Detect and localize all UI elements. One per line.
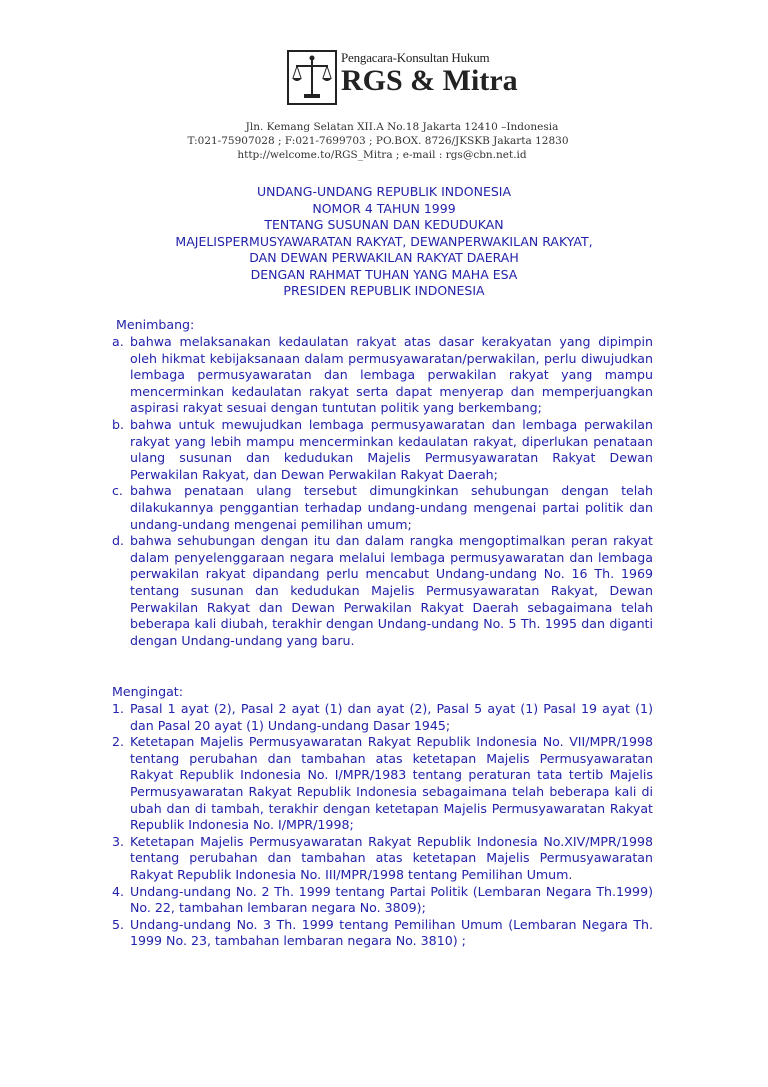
title-line: UNDANG-UNDANG REPUBLIK INDONESIA [256, 184, 512, 199]
list-item [112, 417, 653, 483]
letterhead [0, 0, 768, 170]
firm-logo [287, 50, 518, 106]
title-line: TENTANG SUSUNAN DAN KEDUDUKAN [264, 217, 504, 232]
document-title [0, 184, 768, 300]
item-text: bahwa sehubungan dengan itu dan dalam rangka mengoptimalkan peran rakyat dalam penyelenggaraan negara melalui lembaga permusyawaratan dan lembaga perwakilan rakyat dipandang perlu mencabut Undang-undang No. 16 Th. 1969 tentang susunan dan kedudukan Majelis Permusyawaratan Rakyat, Dewan Perwakilan Rakyat dan Dewan Perwakilan Rakyat Daerah sebagaimana telah beberapa kali diubah, terakhir dengan Undang-undang No. 5 Th. 1995 dan diganti dengan Undang-undang yang baru. [130, 533, 653, 648]
scales-of-justice-icon [287, 50, 337, 105]
item-marker: a. [112, 334, 124, 349]
item-text: Ketetapan Majelis Permusyawaratan Rakyat Republik Indonesia No. VII/MPR/1998 tentang perubahan dan tambahan atas ketetapan Majelis Permusyawaratan Rakyat Republik Indonesia No. I/MPR/1983 tentang peraturan tata tertib Majelis Permusyawaratan Rakyat Republik Indonesia sebagaimana telah beberapa kali di ubah dan di tambah, terakhir dengan ketetapan Majelis Permusyawaratan Rakyat Republik Indonesia No. I/MPR/1998; [130, 734, 653, 833]
item-text: Undang-undang No. 2 Th. 1999 tentang Partai Politik (Lembaran Negara Th.1999) No. 22, tambahan lembaran negara No. 3809); [130, 883, 653, 916]
contact-line: T:021-75907028 ; F:021-7699703 ; PO.BOX. 8726/JKSKB Jakarta 12830 [187, 135, 569, 147]
item-text: bahwa untuk mewujudkan lembaga permusyawaratan dan lembaga perwakilan rakyat yang lebih mampu mencerminkan kedaulatan rakyat, diperlukan penataan ulang susunan dan kedudukan Majelis Permusyawaratan Rakyat Dewan Perwakilan Rakyat, dan Dewan Perwakilan Rakyat Daerah; [130, 416, 653, 482]
web-email-line: http://welcome.to/RGS_Mitra ; e-mail : rgs@cbn.net.id [237, 149, 527, 161]
list-item [112, 734, 653, 834]
list-item [112, 334, 653, 417]
list-item [112, 533, 653, 649]
firm-name: RGS & Mitra [341, 64, 518, 97]
list-item [112, 834, 653, 884]
list-item [112, 884, 653, 917]
menimbang-heading: Menimbang: [116, 317, 195, 332]
list-item [112, 701, 653, 734]
item-marker: b. [112, 416, 124, 432]
list-item [112, 483, 653, 533]
address-line: Jln. Kemang Selatan XII.A No.18 Jakarta 12410 –Indonesia [245, 121, 559, 133]
item-text: Ketetapan Majelis Permusyawaratan Rakyat Republik Indonesia No.XIV/MPR/1998 tentang perubahan dan tambahan atas ketetapan Majelis Permusyawaratan Rakyat Republik Indonesia No. III/MPR/1998 tentang Pemilihan Umum. [130, 833, 653, 882]
menimbang-list [112, 334, 653, 649]
title-line: NOMOR 4 TAHUN 1999 [312, 200, 456, 216]
item-marker: 1. [112, 701, 125, 716]
item-marker: d. [112, 533, 124, 549]
item-marker: 4. [112, 883, 125, 899]
title-line: MAJELISPERMUSYAWARATAN RAKYAT, DEWANPERWAKILAN RAKYAT, [175, 233, 593, 249]
item-marker: c. [112, 483, 123, 499]
firm-subtitle: Pengacara-Konsultan Hukum [341, 50, 490, 65]
title-line: PRESIDEN REPUBLIK INDONESIA [283, 283, 485, 298]
mengingat-list [112, 701, 653, 950]
item-text: bahwa penataan ulang tersebut dimungkinkan sehubungan dengan telah dilakukannya penggantian terhadap undang-undang mengenai partai politik dan undang-undang mengenai pemilihan umum; [130, 483, 653, 532]
item-marker: 5. [112, 916, 125, 932]
title-line: DAN DEWAN PERWAKILAN RAKYAT DAERAH [249, 250, 519, 265]
item-marker: 3. [112, 833, 125, 849]
item-text: bahwa melaksanakan kedaulatan rakyat atas dasar kerakyatan yang dipimpin oleh hikmat kebijaksanaan dalam permusyawaratan/perwakilan, perlu diwujudkan lembaga permusyawaratan dan lembaga perwakilan rakyat yang mampu mencerminkan kedaulatan rakyat serta dapat menyerap dan memperjuangkan aspirasi rakyat sesuai dengan tuntutan politik yang berkembang; [130, 334, 653, 416]
item-text: Pasal 1 ayat (2), Pasal 2 ayat (1) dan ayat (2), Pasal 5 ayat (1) Pasal 19 ayat (1) dan Pasal 20 ayat (1) Undang-undang Dasar 1945; [130, 701, 653, 733]
title-line: DENGAN RAHMAT TUHAN YANG MAHA ESA [250, 266, 518, 282]
list-item [112, 917, 653, 950]
mengingat-heading: Mengingat: [112, 684, 183, 699]
item-marker: 2. [112, 734, 125, 750]
item-text: Undang-undang No. 3 Th. 1999 tentang Pemilihan Umum (Lembaran Negara Th. 1999 No. 23, tambahan lembaran negara No. 3810) ; [130, 916, 653, 949]
